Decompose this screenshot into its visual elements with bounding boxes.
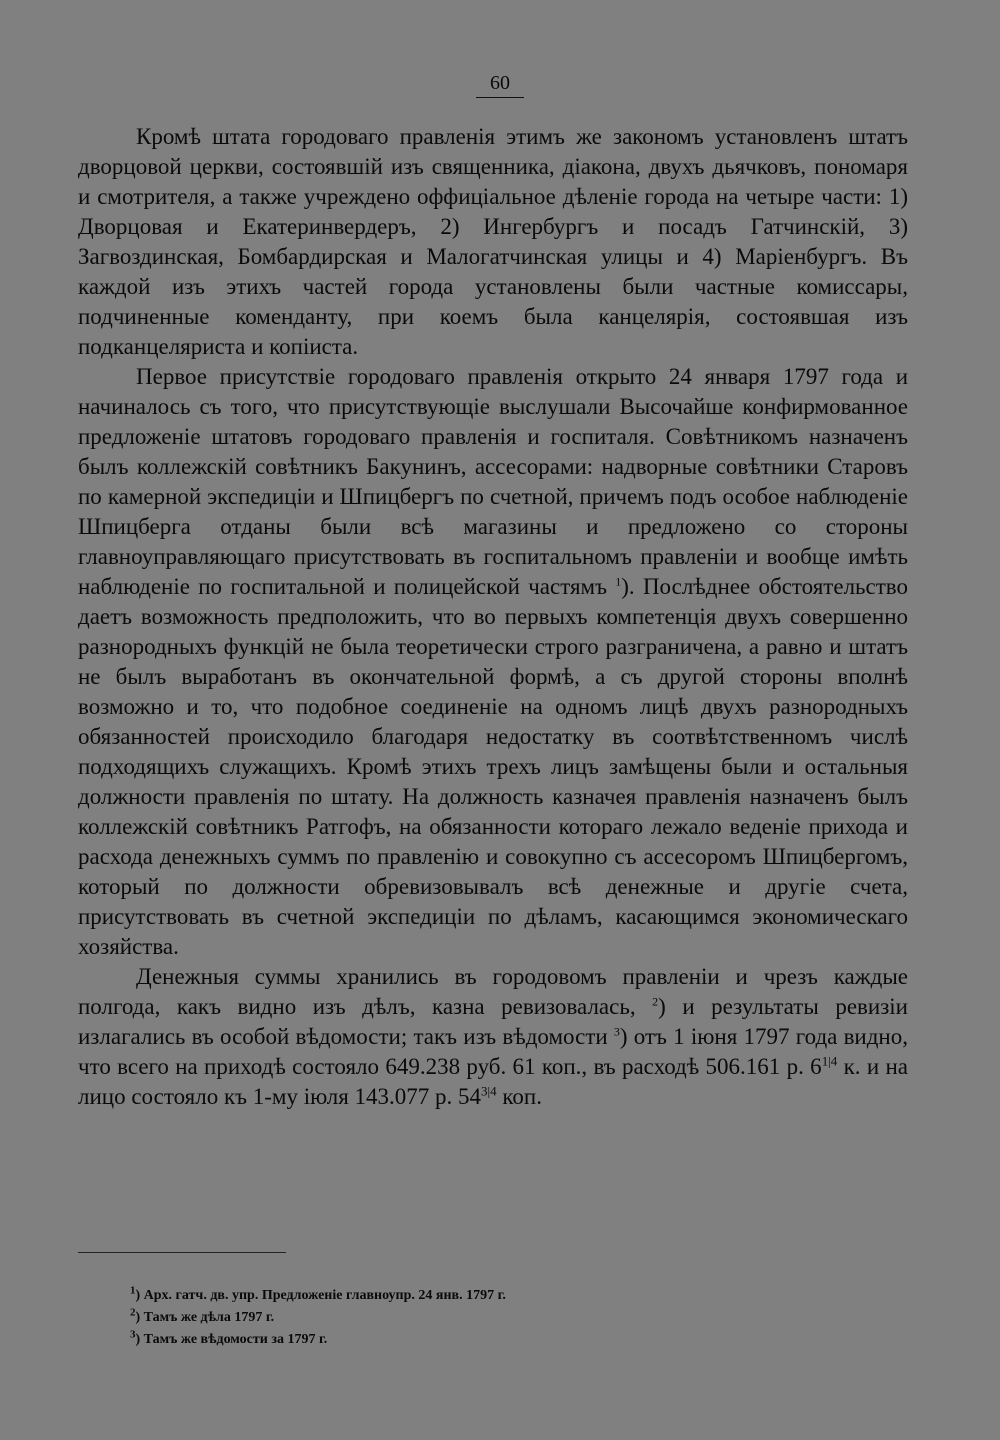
footnote-ref-1: 1 (615, 574, 622, 589)
footnote-separator (78, 1252, 286, 1253)
paragraph-2 (78, 362, 908, 962)
footnotes (130, 1285, 890, 1351)
paragraph-3-text-b: ) и результаты ревизіи излагались въ особой вѣдомости; такъ изъ вѣдомости (78, 994, 908, 1049)
footnote-2 (130, 1307, 890, 1329)
paragraph-2-text-a: Первое присутствіе городоваго правленія открыто 24 января 1797 года и начиналось съ того, что присутствующіе выслушали Высочайше конфирмованное предложеніе штатовъ городоваго правленія и госпиталя. Совѣтникомъ назначенъ былъ коллежскій совѣтникъ Бакунинъ, ассесорами: надворные совѣтники Старовъ по камерной экспедиціи и Шпицбергъ по счетной, причемъ подъ особое наблюденіе Шпицберга отданы были всѣ магазины и предложено со стороны главноуправляющаго присутствовать въ госпитальномъ правленіи и вообще имѣть наблюденіе по госпитальной и полицейской частямъ (78, 364, 908, 599)
page-number: 60 (490, 72, 510, 94)
footnote-text-1: ) Арх. гатч. дв. упр. Предложеніе главноупр. 24 янв. 1797 г. (135, 1288, 506, 1303)
paragraph-3-text-c: ) отъ 1 іюня 1797 года видно, что всего на приходѣ состояло 649.238 руб. 61 коп., въ расходѣ 506.161 р. 6 (78, 1024, 908, 1079)
paragraph-1-text: Кромѣ штата городоваго правленія этимъ же закономъ установленъ штатъ дворцовой церкви, состоявшій изъ священника, діакона, двухъ дьячковъ, пономаря и смотрителя, а также учреждено оффиціальное дѣленіе города на четыре части: 1) Дворцовая и Екатеринвердеръ, 2) Ингербургъ и посадъ Гатчинскій, 3) Загвоздинская, Бомбардирская и Малогатчинская улицы и 4) Маріенбургъ. Въ каждой изъ этихъ частей города установлены были частные комиссары, подчиненные коменданту, при коемъ была канцелярія, состоявшая изъ подканцеляриста и копіиста. (78, 124, 908, 359)
main-text (78, 122, 908, 1112)
fraction-three-quarters: 3|4 (481, 1083, 497, 1099)
paragraph-3-text-a: Денежныя суммы хранились въ городовомъ правленіи и чрезъ каждые полгода, какъ видно изъ дѣлъ, казна ревизовалась, (78, 964, 908, 1019)
footnote-marker-1: 1 (130, 1284, 136, 1297)
footnote-1 (130, 1285, 890, 1307)
paragraph-2-text-b: ). Послѣднее обстоятельство даетъ возможность предположить, что во первыхъ компетенція двухъ совершенно разнородныхъ функцій не была теоретически строго разграничена, а равно и штатъ не былъ выработанъ въ окончательной формѣ, а съ другой стороны вполнѣ возможно и то, что подобное соединеніе на одномъ лицѣ двухъ разнородныхъ обязанностей происходило благодаря недостатку въ соотвѣтственномъ числѣ подходящихъ служащихъ. Кромѣ этихъ трехъ лицъ замѣщены были и остальныя должности правленія по штату. На должность казначея правленія назначенъ былъ коллежскій совѣтникъ Ратгофъ, на обязанности котораго лежало веденіе прихода и расхода денежныхъ суммъ по правленію и совокупно съ ассесоромъ Шпицбергомъ, который по должности обревизовывалъ всѣ денежные и другіе счета, присутствовать въ счетной экспедиціи по дѣламъ, касающимся экономическаго хозяйства. (78, 574, 908, 959)
footnote-text-2: ) Тамъ же дѣла 1797 г. (135, 1310, 275, 1325)
paragraph-3-text-d: к. и на лицо состояло къ 1-му іюля 143.077 р. 54 (78, 1054, 908, 1109)
paragraph-3-text-e: коп. (496, 1084, 542, 1109)
footnote-marker-3: 3 (130, 1328, 136, 1341)
page-number-underline (476, 97, 524, 98)
fraction-one-quarter: 1|4 (821, 1053, 838, 1069)
paragraph-1 (78, 122, 908, 362)
footnote-text-3: ) Тамъ же вѣдомости за 1797 г. (135, 1332, 328, 1347)
footnote-marker-2: 2 (130, 1306, 136, 1319)
paragraph-3 (78, 962, 908, 1112)
footnote-ref-2: 2 (652, 994, 659, 1009)
footnote-3 (130, 1329, 890, 1351)
footnote-ref-3: 3 (613, 1024, 620, 1039)
